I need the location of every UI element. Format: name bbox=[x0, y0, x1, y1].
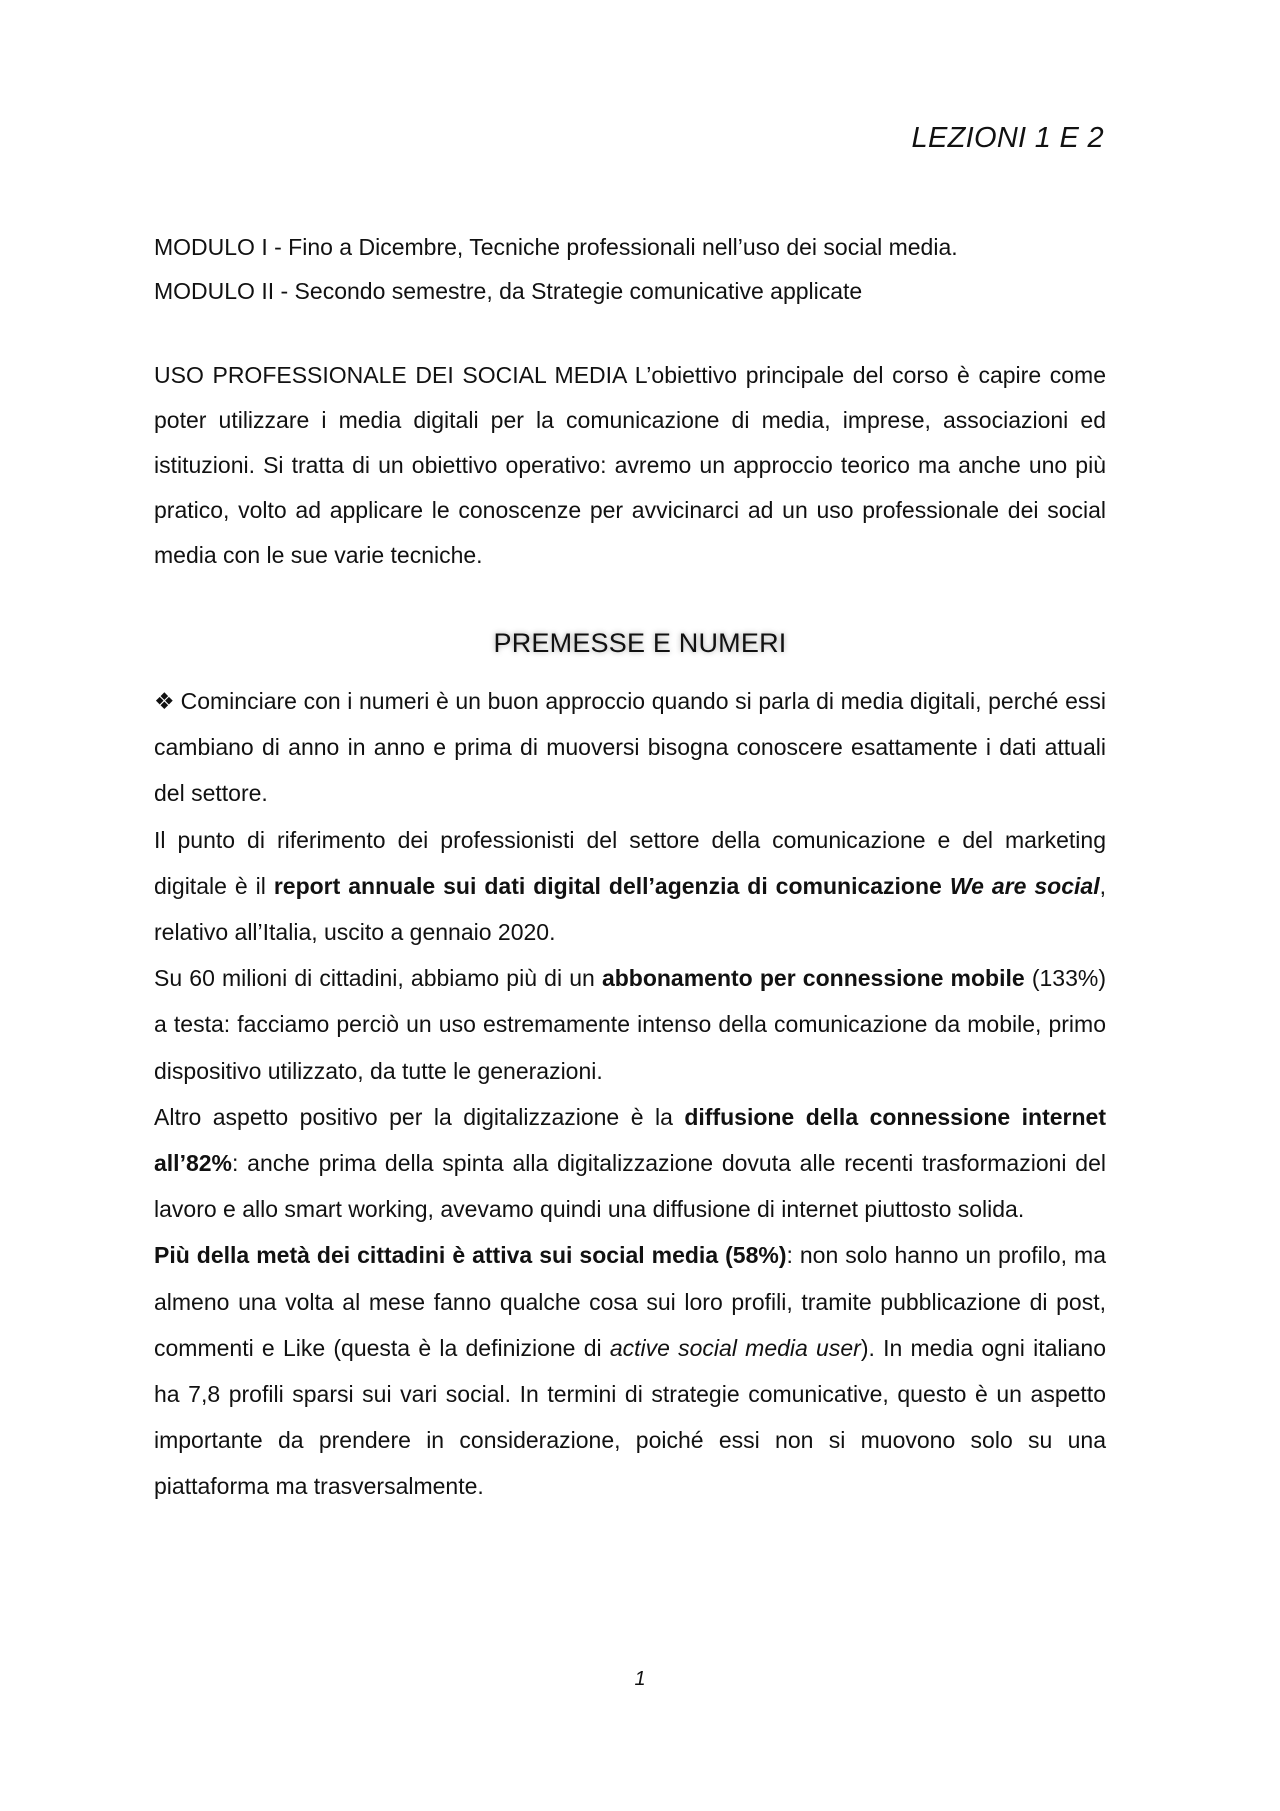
bold-phrase: Più della metà dei cittadini è attiva sui social media (58%) bbox=[154, 1242, 787, 1269]
section-heading: PREMESSE E NUMERI bbox=[493, 628, 787, 658]
diamond-bullet-icon: ❖ bbox=[154, 688, 175, 714]
paragraph-text: Su 60 milioni di cittadini, abbiamo più di un bbox=[154, 965, 602, 992]
paragraph-social bbox=[154, 1232, 1106, 1509]
main-body bbox=[154, 678, 1106, 1510]
intro-paragraph: USO PROFESSIONALE DEI SOCIAL MEDIA L’obiettivo principale del corso è capire come poter utilizzare i media digitali per la comunicazione di media, imprese, associazioni ed istituzioni. Si tratta di un obiettivo operativo: avremo un approccio teorico ma anche uno più pratico, volto ad applicare le conoscenze per avvicinarci ad un uso professionale dei social media con le sue varie tecniche. bbox=[154, 362, 1106, 568]
paragraph-report bbox=[154, 817, 1106, 956]
paragraph-text: Il punto di riferimento dei professionisti del settore della comunicazione e del marketing digitale è il bbox=[154, 826, 1106, 899]
paragraph-text: , relativo all’Italia, uscito a gennaio 2020. bbox=[154, 872, 1106, 946]
bold-italic-phrase: We are social bbox=[949, 872, 1100, 899]
paragraph-mobile bbox=[154, 955, 1106, 1094]
paragraph-text: : anche prima della spinta alla digitalizzazione dovuta alle recenti trasformazioni del lavoro e allo smart working, avevamo quindi una diffusione di internet piuttosto solida. bbox=[154, 1150, 1106, 1223]
bold-phrase: abbonamento per connessione mobile bbox=[601, 965, 1025, 992]
module-list bbox=[154, 225, 1104, 313]
module-1-line: MODULO I - Fino a Dicembre, Tecniche professionali nell’uso dei social media. bbox=[154, 234, 958, 260]
paragraph-text: (133%) a testa: facciamo perciò un uso estremamente intenso della comunicazione da mobile, primo dispositivo utilizzato, da tutte le generazioni. bbox=[154, 965, 1106, 1084]
paragraph-text: Altro aspetto positivo per la digitalizzazione è la bbox=[154, 1103, 685, 1130]
paragraph-text: : non solo hanno un profilo, ma almeno una volta al mese fanno qualche cosa sui loro profili, tramite pubblicazione di post, commenti e Like (questa è la definizione di bbox=[154, 1242, 1106, 1361]
page-number: 1 bbox=[634, 1668, 646, 1690]
bold-phrase: report annuale sui dati digital dell’agenzia di comunicazione bbox=[273, 872, 950, 899]
paragraph-text: Cominciare con i numeri è un buon approccio quando si parla di media digitali, perché essi cambiano di anno in anno e prima di muoversi bisogna conoscere esattamente i dati attuali del settore. bbox=[154, 688, 1106, 807]
bold-phrase: diffusione della connessione internet all’82% bbox=[154, 1103, 1106, 1177]
paragraph-internet bbox=[154, 1094, 1106, 1233]
italic-phrase: active social media user bbox=[609, 1334, 861, 1361]
intro-section bbox=[154, 353, 1106, 578]
paragraph-bullet bbox=[154, 678, 1106, 817]
paragraph-text: ). In media ogni italiano ha 7,8 profili sparsi sui vari social. In termini di strategie comunicative, questo è un aspetto importante da prendere in considerazione, poiché essi non si muovono solo su una piattaforma ma trasversalmente. bbox=[154, 1334, 1106, 1500]
lesson-title: LEZIONI 1 E 2 bbox=[911, 122, 1104, 154]
module-2-line: MODULO II - Secondo semestre, da Strategie comunicative applicate bbox=[154, 278, 863, 304]
